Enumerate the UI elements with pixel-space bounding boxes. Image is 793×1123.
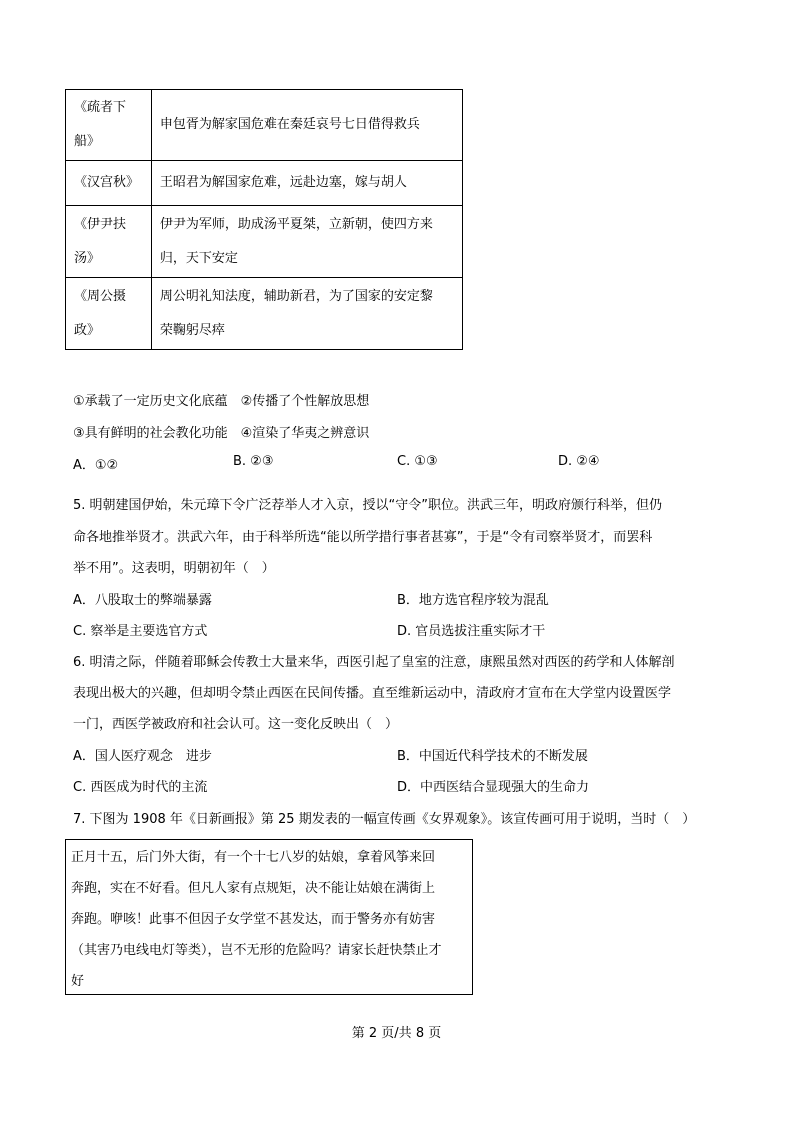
q6-stem-line-3: 一门，西医学被政府和社会认可。这一变化反映出（ ） (73, 717, 399, 732)
q7-quote-line: 奔跑，实在不好看。但凡人家有点规矩，决不能让姑娘在满街上 (71, 881, 436, 896)
table-row (66, 206, 463, 278)
opera-name: 《伊尹扶 (74, 216, 127, 232)
opera-desc: 王昭君为解国家危难，远赴边塞，嫁与胡人 (159, 175, 407, 190)
opera-desc-cell (151, 90, 462, 161)
q5-option-d[interactable]: D. 官员选拔注重实际才干 (397, 624, 546, 639)
opera-name-cell (66, 278, 152, 350)
opera-name-cell (66, 90, 152, 161)
opera-name: 《汉宫秋》 (74, 175, 140, 190)
opera-name: 《疏者下 (74, 100, 127, 115)
opera-desc-cell (151, 161, 462, 206)
q7-quote-line: 正月十五，后门外大街，有一个十七八岁的姑娘，拿着风筝来回 (71, 850, 436, 865)
q6-stem-line-1: 6. 明清之际，伴随着耶稣会传教士大量来华，西医引起了皇室的注意，康熙虽然对西医的药学和人体解剖 (73, 655, 675, 670)
q4-option-d[interactable]: D. ②④ (558, 454, 600, 469)
q5-option-a[interactable]: A．八股取士的弊端暴露 (73, 593, 212, 608)
q7-quote-box (65, 839, 473, 995)
page-footer: 第 2 页/共 8 页 (351, 1026, 442, 1041)
table-row (66, 161, 463, 206)
opera-desc-cont: 荣鞠躬尽瘁 (159, 322, 225, 338)
opera-desc-cell (151, 206, 462, 278)
opera-desc: 申包胥为解家国危难在秦廷哀号七日借得救兵 (159, 117, 420, 132)
q5-stem-line-2: 命各地推举贤才。洪武六年，由于科举所选“能以所学措行事者甚寡”，于是“令有司察举贤才，而罢科 (73, 530, 653, 545)
q5-option-b[interactable]: B．地方选官程序较为混乱 (397, 593, 549, 608)
opera-name-cont: 汤》 (74, 250, 101, 266)
opera-table (65, 89, 463, 350)
q7-quote-line: 好 (71, 974, 85, 989)
q5-stem-line-1: 5. 明朝建国伊始，朱元璋下令广泛荐举人才入京，授以“守令”职位。洪武三年，明政府颁行科举，但仍 (73, 498, 663, 513)
opera-desc: 周公明礼知法度，辅助新君，为了国家的安定黎 (159, 288, 433, 304)
opera-name: 《周公摄 (74, 288, 127, 304)
q6-stem-line-2: 表现出极大的兴趣，但却明令禁止西医在民间传播。直至维新运动中，清政府才宣布在大学堂内设置医学 (73, 686, 672, 701)
q7-quote-line: （其害乃电线电灯等类），岂不无形的危险吗？请家长赶快禁止才 (71, 943, 442, 958)
opera-name-cont: 政》 (74, 322, 101, 338)
table-row (66, 90, 463, 161)
opera-desc: 伊尹为军师，助成汤平夏桀，立新朝，使四方来 (159, 216, 433, 232)
opera-desc-cont: 归，天下安定 (159, 250, 238, 266)
opera-desc-cell (151, 278, 462, 350)
q4-option-a[interactable]: A．①② (73, 458, 119, 473)
q6-option-a[interactable]: A．国人医疗观念 进步 (73, 749, 212, 764)
table-row (66, 278, 463, 350)
q7-stem: 7. 下图为 1908 年《日新画报》第 25 期发表的一幅宣传画《女界观象》。该宣传画可用于说明，当时（ ） (73, 812, 696, 827)
q4-statement-2: ③具有鲜明的社会教化功能 ④渲染了华夷之辨意识 (73, 426, 370, 441)
q4-option-b[interactable]: B. ②③ (233, 454, 274, 469)
opera-name-cont: 船》 (74, 134, 101, 149)
q6-option-c[interactable]: C. 西医成为时代的主流 (73, 780, 208, 795)
opera-name-cell (66, 206, 152, 278)
q4-option-c[interactable]: C. ①③ (397, 454, 438, 469)
q5-stem-line-3: 举不用”。这表明，明朝初年（ ） (73, 561, 275, 576)
q4-statement-1: ①承载了一定历史文化底蕴 ②传播了个性解放思想 (73, 394, 370, 409)
q7-quote-line: 奔跑。咿咳！此事不但因子女学堂不甚发达，而于警务亦有妨害 (71, 912, 436, 927)
q5-option-c[interactable]: C. 察举是主要选官方式 (73, 624, 208, 639)
opera-name-cell (66, 161, 152, 206)
q6-option-d[interactable]: D．中西医结合显现强大的生命力 (397, 780, 590, 795)
q6-option-b[interactable]: B．中国近代科学技术的不断发展 (397, 749, 588, 764)
